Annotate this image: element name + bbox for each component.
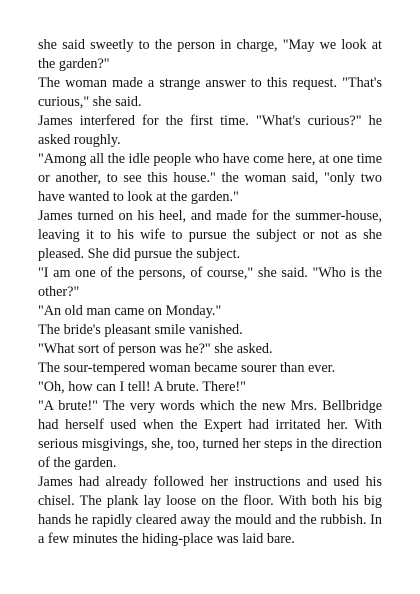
paragraph: The sour-tempered woman became sourer than ever.	[38, 360, 336, 376]
paragraph: "An old man came on Monday."	[38, 303, 222, 319]
paragraph: "I am one of the persons, of course," she said. "Who is the other?"	[38, 265, 382, 300]
paragraph: "Among all the idle people who have come here, at one time or another, to see this house." the woman said, "only two have wanted to look at the garden."	[38, 151, 382, 205]
paragraph: James had already followed her instructions and used his chisel. The plank lay loose on the floor. With both his big hands he rapidly cleared away the mould and the rubbish. In a few minutes the hiding-place was laid bare.	[38, 474, 382, 547]
paragraph: James turned on his heel, and made for the summer-house, leaving it to his wife to pursue the subject or not as she pleased. She did pursue the subject.	[38, 208, 382, 262]
paragraph: The woman made a strange answer to this request. "That's curious," she said.	[38, 75, 382, 110]
paragraph: "A brute!" The very words which the new Mrs. Bellbridge had herself used when the Expert had irritated her. With serious misgivings, she, too, turned her steps in the direction of the garden.	[38, 398, 382, 471]
paragraph: James interfered for the first time. "What's curious?" he asked roughly.	[38, 113, 382, 148]
page-text	[38, 36, 382, 549]
paragraph: she said sweetly to the person in charge, "May we look at the garden?"	[38, 37, 382, 72]
paragraph: "What sort of person was he?" she asked.	[38, 341, 273, 357]
paragraph: The bride's pleasant smile vanished.	[38, 322, 243, 338]
paragraph: "Oh, how can I tell! A brute. There!"	[38, 379, 246, 395]
